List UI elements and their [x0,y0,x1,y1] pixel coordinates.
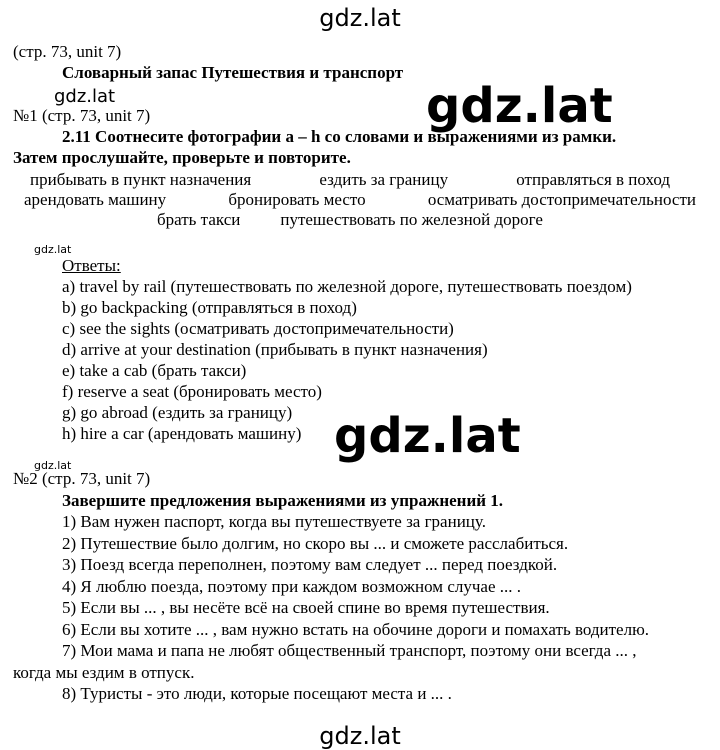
vocab-item: арендовать машину [24,190,167,209]
sentence-item: 3) Поезд всегда переполнен, поэтому вам следует ... перед поездкой. [62,555,558,574]
exercise-1-number: №1 (стр. 73, unit 7) [13,106,151,125]
vocab-item: отправляться в поход [516,170,670,189]
list-item: b) go backpacking (отправляться в поход) [62,298,357,317]
list-item: e) take a cab (брать такси) [62,361,247,380]
vocab-box [24,170,700,230]
sentence-item: 1) Вам нужен паспорт, когда вы путешествуете за границу. [62,512,486,531]
page-reference: (стр. 73, unit 7) [13,42,122,61]
vocab-item: брать такси [157,210,241,229]
vocab-item: осматривать достопримечательности [427,190,696,209]
watermark-small-1: gdz.lat [54,86,116,107]
list-item: c) see the sights (осматривать достопримечательности) [62,319,454,338]
list-item: a) travel by rail (путешествовать по железной дороге, путешествовать поездом) [62,277,632,296]
sentence-item: 5) Если вы ... , вы несёте всё на своей спине во время путешествия. [62,598,550,617]
list-item: f) reserve a seat (бронировать место) [62,382,322,401]
vocab-item: ездить за границу [319,170,449,189]
watermark-big-2: gdz.lat [334,408,521,464]
vocab-row-1 [30,170,670,190]
vocab-row-3 [30,210,670,230]
watermark-big-1: gdz.lat [426,78,613,134]
answers-label: Ответы: [62,256,121,275]
list-item: h) hire a car (арендовать машину) [62,424,302,443]
watermark-top: gdz.lat [319,4,401,32]
exercise-1-instruction-line1: 2.11 Соотнесите фотографии a – h со словами и выражениями из рамки. [62,127,617,146]
vocab-item: прибывать в пункт назначения [30,170,252,189]
exercise-1-instruction-line2: Затем прослушайте, проверьте и повторите. [13,148,351,167]
exercise-2-number: №2 (стр. 73, unit 7) [13,469,151,488]
list-item: g) go abroad (ездить за границу) [62,403,293,422]
list-item: d) arrive at your destination (прибывать в пункт назначения) [62,340,488,359]
sentence-item: 8) Туристы - это люди, которые посещают места и ... . [62,684,452,703]
vocab-row-2 [24,190,696,210]
sentence-item: 4) Я люблю поезда, поэтому при каждом возможном случае ... . [62,577,521,596]
watermark-tiny-2: gdz.lat [34,459,72,472]
sentence-item: 6) Если вы хотите ... , вам нужно встать на обочине дороги и помахать водителю. [62,620,650,639]
vocab-item: путешествовать по железной дороге [280,210,543,229]
watermark-tiny-1: gdz.lat [34,243,72,256]
section-title: Словарный запас Путешествия и транспорт [62,63,404,82]
watermark-bottom: gdz.lat [319,722,401,750]
exercise-2-instruction: Завершите предложения выражениями из упражнений 1. [62,491,504,510]
sentence-item-continuation: когда мы ездим в отпуск. [13,663,195,682]
sentence-item: 7) Мои мама и папа не любят общественный транспорт, поэтому они всегда ... , [62,641,637,660]
sentence-item: 2) Путешествие было долгим, но скоро вы ... и сможете расслабиться. [62,534,569,553]
vocab-item: бронировать место [228,190,366,209]
